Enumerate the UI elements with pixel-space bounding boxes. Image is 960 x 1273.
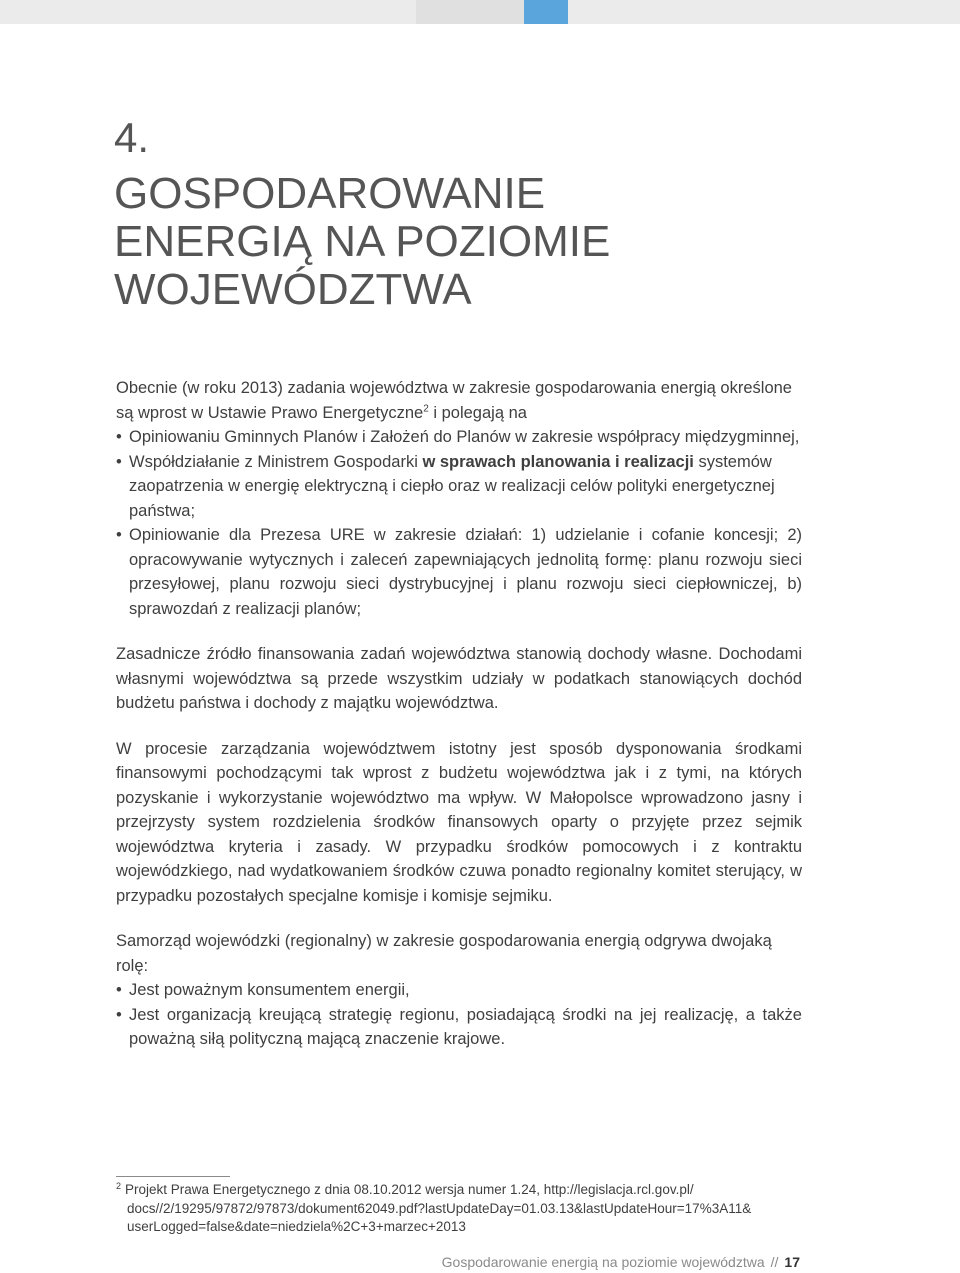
paragraph: W procesie zarządzania województwem istotny jest sposób dysponowania środkami finansowymi pochodzącymi tak wprost z budżetu województwa jak i z tymi, na których pozyskanie i wykorzystanie województwo ma wpływ. W Małopolsce wprowadzono jasny i przejrzysty system rozdzielenia środków finansowych oparty o przyjęte przez sejmik województwa kryteria i zasady. W przypadku środków pomocowych i z kontraktu wojewódzkiego, nad wydatkowaniem środków czuwa ponadto regionalny komitet sterujący, w przypadku pozostałych specjalne komisje i komisje sejmiku.	[116, 739, 802, 905]
chapter-title-line: WOJEWÓDZTWA	[114, 265, 472, 314]
list-item-text: Współdziałanie z Ministrem Gospodarki	[129, 452, 423, 471]
footnote-line	[116, 1181, 806, 1200]
body-text	[116, 376, 802, 1052]
footnote-line: docs//2/19295/97872/97873/dokument62049.pdf?lastUpdateDay=01.03.13&lastUpdateHour=17%3A11&	[127, 1200, 752, 1216]
chapter-title-line: ENERGIĄ NA POZIOMIE	[114, 217, 611, 266]
list-item-text: Jest organizacją kreującą strategię regionu, posiadającą środki na jej realizację, a także poważną siłą polityczną mającą znaczenie krajowe.	[129, 1005, 802, 1048]
paragraph: Zasadnicze źródło finansowania zadań województwa stanowią dochody własne. Dochodami własnymi województwa są przede wszystkim udziały w podatkach stanowiących dochód budżetu państwa i dochody z majątku województwa.	[116, 645, 802, 712]
list-item-text: systemów zaopatrzenia w energię elektryczną i ciepło oraz w realizacji celów polityki energetycznej państwa;	[129, 452, 775, 520]
list-item-text: Jest poważnym konsumentem energii,	[129, 981, 410, 999]
role-intro: Samorząd wojewódzki (regionalny) w zakresie gospodarowania energią odgrywa dwojaką rolę:	[116, 932, 772, 975]
intro-paragraph	[116, 376, 802, 425]
top-bar-segment	[568, 0, 960, 24]
top-color-bar	[0, 0, 960, 24]
chapter-number: 4.	[114, 114, 150, 161]
top-bar-accent-segment	[524, 0, 568, 24]
footnote-text: Projekt Prawa Energetycznego z dnia 08.10.2012 wersja numer 1.24, http://legislacja.rcl.gov.pl/	[125, 1182, 694, 1197]
footnote-number: 2	[116, 1180, 122, 1191]
top-bar-segment	[0, 0, 416, 24]
list-item-bold-text: w sprawach planowania i realizacji	[422, 452, 694, 471]
footer-title: Gospodarowanie energią na poziomie województwa	[441, 1254, 765, 1270]
list-item	[116, 450, 802, 524]
chapter-title-line: GOSPODAROWANIE	[114, 169, 546, 218]
list-item	[116, 425, 802, 450]
intro-text-end: i polegają na	[428, 403, 527, 422]
chapter-heading	[114, 112, 874, 314]
list-item-text: Opiniowaniu Gminnych Planów i Założeń do Planów w zakresie współpracy międzygminnej,	[129, 428, 800, 446]
footnote-line: userLogged=false&date=niedziela%2C+3+marzec+2013	[127, 1219, 466, 1234]
chapter-title	[114, 170, 874, 314]
footnote-reference: 2	[423, 403, 429, 414]
footnote-divider	[116, 1176, 230, 1177]
intro-text: Obecnie (w roku 2013) zadania województwa w zakresie gospodarowania energią określone są wprost w Ustawie Prawo Energetyczne	[116, 379, 792, 422]
list-item	[116, 523, 802, 621]
list-item-text: Opiniowanie dla Prezesa URE w zakresie działań: 1) udzielanie i cofanie koncesji; 2) opracowywanie wytycznych i zaleceń zapewniających jednolitą formę: planu rozwoju sieci przesyłowej, planu rozwoju sieci dystrybucyjnej i planu rozwoju sieci ciepłowniczej, b) sprawozdań z realizacji planów;	[129, 526, 802, 618]
page-number: 17	[784, 1254, 800, 1270]
list-item	[116, 1003, 802, 1052]
page-footer	[442, 1254, 800, 1270]
list-item	[116, 978, 802, 1003]
footnote	[116, 1181, 806, 1237]
role-list	[116, 978, 802, 1052]
footer-separator: //	[770, 1254, 779, 1270]
top-bar-segment	[416, 0, 524, 24]
tasks-list	[116, 425, 802, 621]
